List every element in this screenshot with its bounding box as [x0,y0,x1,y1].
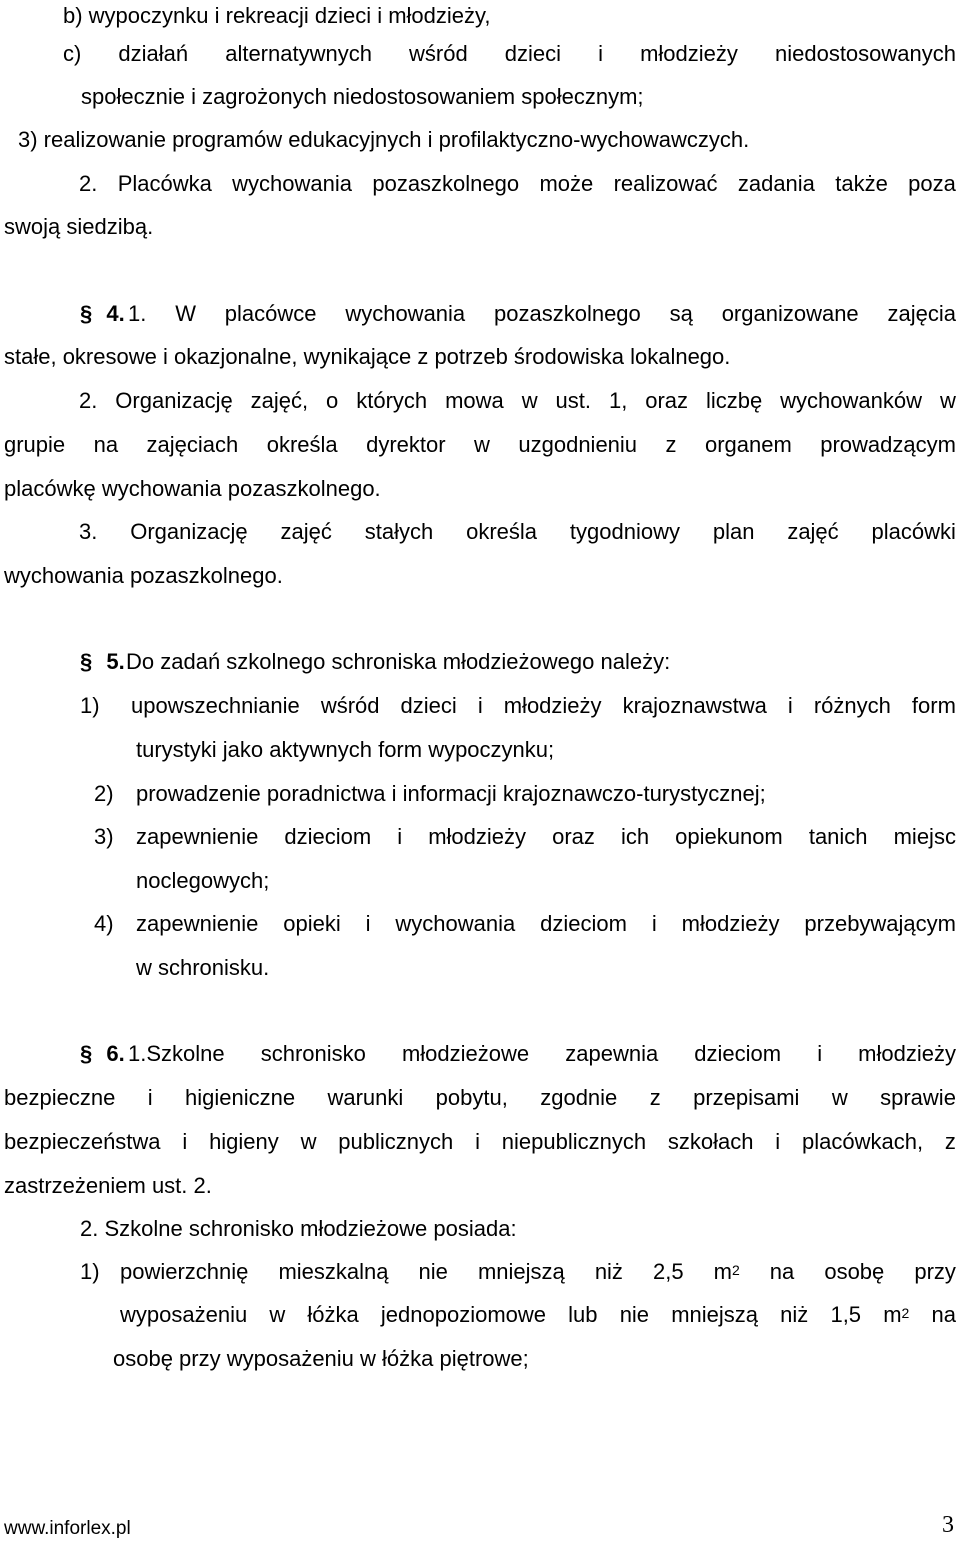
word: publicznych [338,1129,454,1154]
paragraph-number: 4. [106,301,125,326]
word: lub [568,1302,598,1327]
word: 2. [79,171,98,196]
word: organizowane [721,301,859,326]
unit-with-superscript [714,1259,740,1285]
word: dzieci [400,693,457,718]
word: warunki [327,1085,404,1110]
word: różnych [813,693,891,718]
word: wychowanków [780,388,923,413]
word: w [521,388,538,413]
word: dzieciom [694,1041,782,1066]
word: wśród [409,41,468,66]
word: zajęcia [887,301,956,326]
paragraph-6-marker [80,1041,125,1067]
word: określa [466,519,538,544]
word: na [93,432,119,457]
word: tygodniowy [569,519,680,544]
word: przy [914,1259,956,1284]
superscript: 2 [901,1305,910,1321]
section-sign: § [80,301,93,326]
word: zapewnienie [136,911,259,936]
section-sign: § [80,649,93,674]
word: młodzieży [681,911,780,936]
word: niż [780,1302,809,1327]
word: przepisami [693,1085,800,1110]
word: zajęć [280,519,332,544]
word: na [931,1302,956,1327]
word: upowszechnianie [131,693,300,718]
text-line-27 [120,1259,956,1285]
word: mieszkalną [278,1259,389,1284]
word: organem [704,432,792,457]
word: opiekunom [675,824,783,849]
word: w [269,1302,286,1327]
list-number: 1) [80,1259,100,1284]
word: higieniczne [184,1085,296,1110]
footer-site-link[interactable]: www.inforlex.pl [4,1518,131,1539]
word: Organizację [130,519,248,544]
word: łóżka [307,1302,359,1327]
list-number: 2) [94,781,114,806]
text-line-29: osobę przy wyposażeniu w łóżka piętrowe; [113,1346,529,1371]
word: 1, [608,388,628,413]
word: młodzieży [503,693,602,718]
word: szkołach [667,1129,754,1154]
text-line-25: zastrzeżeniem ust. 2. [4,1173,212,1198]
text-line-18 [136,824,956,850]
word: bezpieczeństwa [4,1129,161,1154]
text-line-21: w schronisku. [136,955,270,980]
word: higieny [209,1129,279,1154]
word: Placówka [117,171,212,196]
word: zadania [737,171,815,196]
superscript: 2 [731,1262,740,1278]
word: mowa [445,388,504,413]
word: c) [63,41,82,66]
word: ich [620,824,650,849]
word: niż [594,1259,623,1284]
word: i [475,1129,480,1154]
word: bezpieczne [4,1085,116,1110]
paragraph-5-marker [80,649,125,675]
text-line-13: wychowania pozaszkolnego. [4,563,283,588]
word: wśród [320,693,380,718]
word: krajoznawstwa [622,693,767,718]
word: w [300,1129,317,1154]
word: i [651,911,657,936]
unit: m [713,1259,732,1284]
word: nie [619,1302,650,1327]
word: mniejszą [671,1302,759,1327]
word: i [787,693,793,718]
word: grupie [4,432,66,457]
word: młodzieży [858,1041,956,1066]
word: wyposażeniu [120,1302,248,1327]
word: dyrektor [366,432,446,457]
text-line-28 [120,1302,956,1328]
word: uzgodnieniu [518,432,638,457]
list-number: 3) [94,824,114,849]
word: i [397,824,403,849]
word: zgodnie [540,1085,618,1110]
word: powierzchnię [120,1259,249,1284]
word: 2. [79,388,98,413]
word: przebywającym [804,911,956,936]
word: nie [418,1259,448,1284]
text-line-26: 2. Szkolne schronisko młodzieżowe posiada: [80,1216,517,1241]
word: jednopoziomowe [380,1302,547,1327]
text-line-12 [79,519,956,545]
word: 3. [79,519,98,544]
word: zajęć [787,519,839,544]
text-line-3: społecznie i zagrożonych niedostosowaniem społecznym; [81,84,644,109]
word: sprawie [880,1085,956,1110]
word: Organizację [115,388,233,413]
text-line-11: placówkę wychowania pozaszkolnego. [4,476,381,501]
word: i [182,1129,188,1154]
word: zajęć, [250,388,309,413]
text-line-1: b) wypoczynku i rekreacji dzieci i młodzieży, [63,3,491,28]
word: prowadzącym [820,432,956,457]
word: pozaszkolnego [372,171,520,196]
word: w [831,1085,848,1110]
word: oraz [552,824,595,849]
text-line-10 [4,432,956,458]
word: dzieci [504,41,562,66]
text-line-20 [136,911,956,937]
word: 1.Szkolne [128,1041,225,1066]
word: określa [266,432,338,457]
word: realizować [613,171,718,196]
word: niedostosowanych [774,41,956,66]
text-line-23 [4,1085,956,1111]
word: W [175,301,196,326]
list-number: 4) [94,911,114,936]
text-line-6: swoją siedzibą. [4,214,154,239]
word: ust. [555,388,592,413]
word: także [835,171,888,196]
text-line-15 [131,693,956,719]
text-line-24 [4,1129,956,1155]
word: działań [118,41,189,66]
text-line-19: noclegowych; [136,868,270,893]
unit: m [883,1302,902,1327]
word: stałych [364,519,434,544]
text-line-17: prowadzenie poradnictwa i informacji krajoznawczo-turystycznej; [136,781,766,806]
word: placówce [224,301,317,326]
word: zapewnienie [136,824,259,849]
text-line-14: Do zadań szkolnego schroniska młodzieżowego należy: [126,649,671,674]
word: i [477,693,483,718]
paragraph-4-marker [80,301,125,327]
paragraph-number: 6. [106,1041,125,1066]
word: i [598,41,604,66]
word: liczbę [705,388,763,413]
word: i [775,1129,781,1154]
word: wychowania [395,911,516,936]
word: poza [908,171,956,196]
word: i [365,911,371,936]
word: dzieciom [540,911,627,936]
word: może [539,171,594,196]
word: z [944,1129,956,1154]
word: pobytu, [435,1085,508,1110]
section-sign: § [80,1041,93,1066]
word: niepublicznych [501,1129,647,1154]
word: w [939,388,956,413]
word: wychowania [232,171,353,196]
word: tanich [808,824,868,849]
text-line-4: 3) realizowanie programów edukacyjnych i profilaktyczno-wychowawczych. [18,127,750,152]
text-line-9 [79,388,956,414]
word: schronisko [260,1041,366,1066]
page-number: 3 [942,1512,954,1538]
word: placówki [871,519,956,544]
word: i [147,1085,153,1110]
list-number: 1) [80,693,100,718]
word: na [769,1259,795,1284]
word: których [356,388,428,413]
word: dzieciom [284,824,372,849]
word: 1. [128,301,147,326]
word: i [817,1041,823,1066]
word: miejsc [893,824,956,849]
word: pozaszkolnego [494,301,641,326]
text-line-5 [79,171,956,197]
paragraph-number: 5. [106,649,125,674]
word: z [649,1085,661,1110]
word: zapewnia [565,1041,659,1066]
text-line-16: turystyki jako aktywnych form wypoczynku; [136,737,555,762]
word: plan [712,519,755,544]
word: placówkach, [802,1129,924,1154]
word: alternatywnych [225,41,372,66]
word: mniejszą [477,1259,565,1284]
word: młodzieży [428,824,527,849]
word: wychowania [345,301,466,326]
text-line-2 [63,41,956,67]
unit-with-superscript [883,1302,909,1328]
word: zajęciach [146,432,239,457]
word: są [669,301,693,326]
word: form [911,693,956,718]
text-line-7 [128,301,956,327]
word: 1,5 [830,1302,862,1327]
word: o [326,388,339,413]
text-line-8: stałe, okresowe i okazjonalne, wynikające z potrzeb środowiska lokalnego. [4,344,731,369]
word: opieki [283,911,341,936]
word: z [665,432,677,457]
word: w [474,432,490,457]
word: młodzieżowe [401,1041,530,1066]
word: młodzieży [640,41,738,66]
word: oraz [645,388,689,413]
word: 2,5 [652,1259,684,1284]
word: osobę [824,1259,885,1284]
text-line-22 [128,1041,956,1067]
